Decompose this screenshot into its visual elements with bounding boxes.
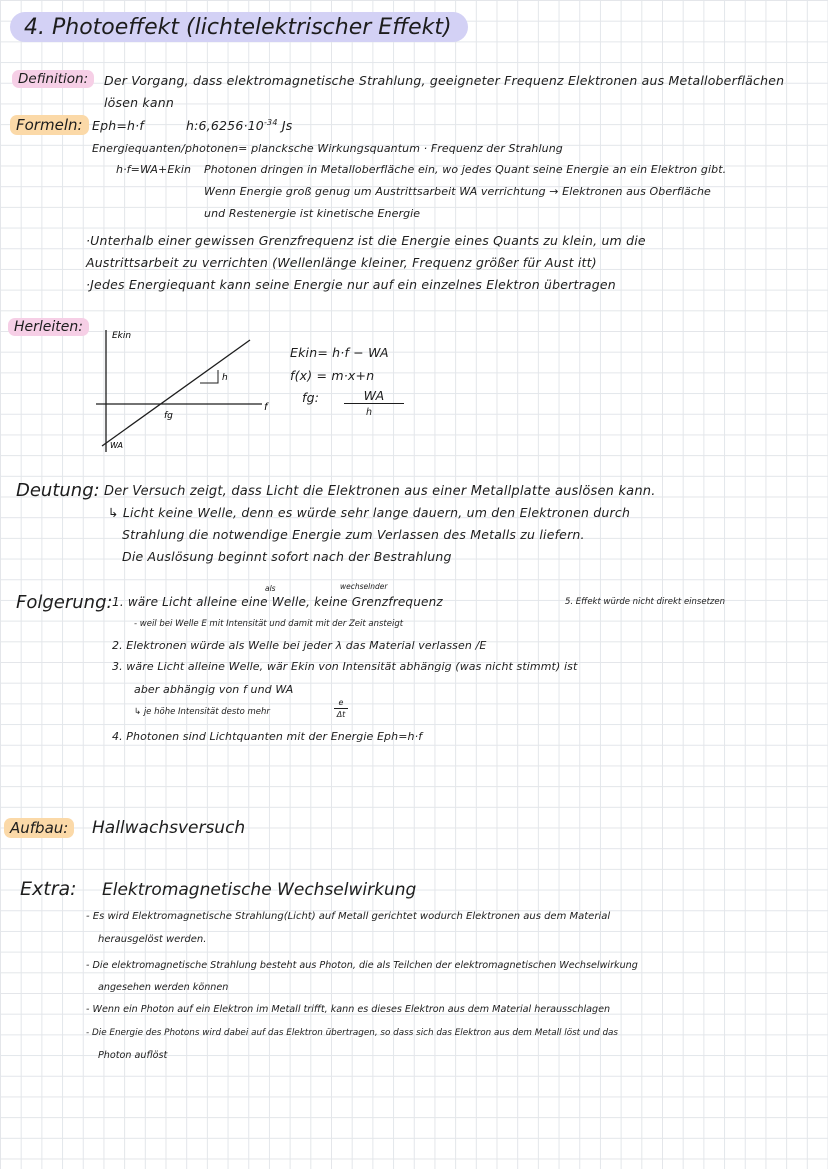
folgerung-item-1-sub: - weil bei Welle E mit Intensität und damit mit der Zeit ansteigt [134, 619, 404, 629]
definition-line-1: Der Vorgang, dass elektromagnetische Strahlung, geeigneter Frequenz Elektronen aus Metalloberflächen [104, 73, 785, 88]
extra-bullet-2b: angesehen werden können [98, 982, 229, 993]
planck-value: h:6,6256·10 [186, 118, 264, 134]
formula-energy-balance-text: Photonen dringen in Metalloberfläche ein, wo jedes Quant seine Energie an ein Elektron gibt. [204, 163, 727, 176]
graph-y-label: Ekin [112, 331, 132, 341]
herleiten-eq-fg-denominator: h [366, 407, 373, 418]
graph-h-label: h [222, 373, 228, 383]
folgerung-item-3-c-den: Δt [336, 710, 346, 719]
folgerung-note-als: als [265, 584, 276, 593]
folgerung-item-3-c-num: e [334, 698, 348, 709]
extra-bullet-1a: - Es wird Elektromagnetische Strahlung(Licht) auf Metall gerichtet wodurch Elektronen aus dem Material [86, 911, 611, 922]
folgerung-item-1: 1. wäre Licht alleine eine Welle, keine Grenzfrequenz [112, 595, 443, 609]
folgerung-item-2: 2. Elektronen würde als Welle bei jeder λ das Material verlassen /E [112, 639, 487, 652]
extra-title: Elektromagnetische Wechselwirkung [102, 880, 417, 900]
deutung-line-4: Die Auslösung beginnt sofort nach der Bestrahlung [122, 549, 452, 564]
folgerung-item-3-b: aber abhängig von f und WA [134, 683, 294, 696]
graph-fg-label: fg [164, 411, 173, 421]
folgerung-item-3: 3. wäre Licht alleine Welle, wär Ekin von Intensität abhängig (was nicht stimmt) ist [112, 660, 578, 673]
herleiten-eq-fg-numerator: WA [344, 388, 404, 404]
bullet-grenzfrequenz-2: Austrittsarbeit zu verrichten (Wellenlänge kleiner, Frequenz größer für Aust itt) [86, 255, 597, 270]
definition-line-2: lösen kann [104, 95, 174, 110]
extra-bullet-2a: - Die elektromagnetische Strahlung besteht aus Photon, die als Teilchen der elektromagnetischen Wechselwirkung [86, 960, 638, 971]
folgerung-note-wechselnder: wechselnder [340, 582, 388, 591]
bullet-grenzfrequenz-1: ·Unterhalb einer gewissen Grenzfrequenz ist die Energie eines Quants zu klein, um die [86, 233, 646, 248]
folgerung-item-5: 5. Effekt würde nicht direkt einsetzen [565, 597, 725, 607]
page-title [10, 12, 468, 42]
energy-frequency-graph [94, 326, 284, 456]
formeln-label: Formeln: [10, 115, 89, 135]
formula-legend: Energiequanten/photonen= plancksche Wirkungsquantum · Frequenz der Strahlung [92, 142, 563, 155]
extra-bullet-4b: Photon auflöst [98, 1050, 168, 1061]
formula-energy-balance: h·f=WA+Ekin [116, 163, 192, 176]
aufbau-label: Aufbau: [4, 818, 74, 838]
formula-line-b: und Restenergie ist kinetische Energie [204, 207, 421, 220]
graph-x-label: f [264, 402, 268, 413]
extra-bullet-4a: - Die Energie des Photons wird dabei auf das Elektron übertragen, so dass sich das Elektron aus dem Metall löst und das [86, 1028, 619, 1038]
planck-unit: Js [281, 118, 293, 134]
herleiten-eq-fg: fg: [302, 390, 320, 405]
graph-slope-triangle [200, 370, 218, 383]
page-title-text: 4. Photoeffekt (lichtelektrischer Effekt) [24, 15, 452, 40]
herleiten-eq-linear: f(x) = m·x+n [290, 368, 375, 383]
planck-constant [186, 118, 292, 133]
planck-exponent: -34 [263, 118, 278, 127]
graph-wa-label: WA [110, 441, 123, 450]
aufbau-text: Hallwachsversuch [92, 818, 246, 838]
deutung-label: Deutung: [16, 480, 100, 501]
extra-label: Extra: [20, 878, 77, 900]
herleiten-eq-ekin: Ekin= h·f − WA [290, 345, 389, 360]
herleiten-label: Herleiten: [8, 318, 89, 336]
folgerung-item-4: 4. Photonen sind Lichtquanten mit der Energie Eph=h·f [112, 730, 423, 743]
deutung-line-2: ↳ Licht keine Welle, denn es würde sehr lange dauern, um den Elektronen durch [108, 505, 631, 520]
formula-line-a: Wenn Energie groß genug um Austrittsarbeit WA verrichtung → Elektronen aus Oberfläche [204, 185, 711, 198]
deutung-line-3: Strahlung die notwendige Energie zum Verlassen des Metalls zu liefern. [122, 527, 585, 542]
deutung-line-1: Der Versuch zeigt, dass Licht die Elektronen aus einer Metallplatte auslösen kann. [104, 484, 656, 499]
extra-bullet-3: - Wenn ein Photon auf ein Elektron im Metall trifft, kann es dieses Elektron aus dem Material herausschlagen [86, 1004, 611, 1015]
folgerung-item-3-c: ↳ je höhe Intensität desto mehr [134, 707, 270, 717]
definition-label: Definition: [12, 70, 94, 88]
graph-ekin-line [102, 340, 250, 446]
folgerung-label: Folgerung: [16, 592, 113, 613]
extra-bullet-1b: herausgelöst werden. [98, 934, 207, 945]
bullet-einzelnes-elektron: ·Jedes Energiequant kann seine Energie nur auf ein einzelnes Elektron übertragen [86, 277, 616, 292]
formula-eph: Eph=h·f [92, 118, 144, 133]
